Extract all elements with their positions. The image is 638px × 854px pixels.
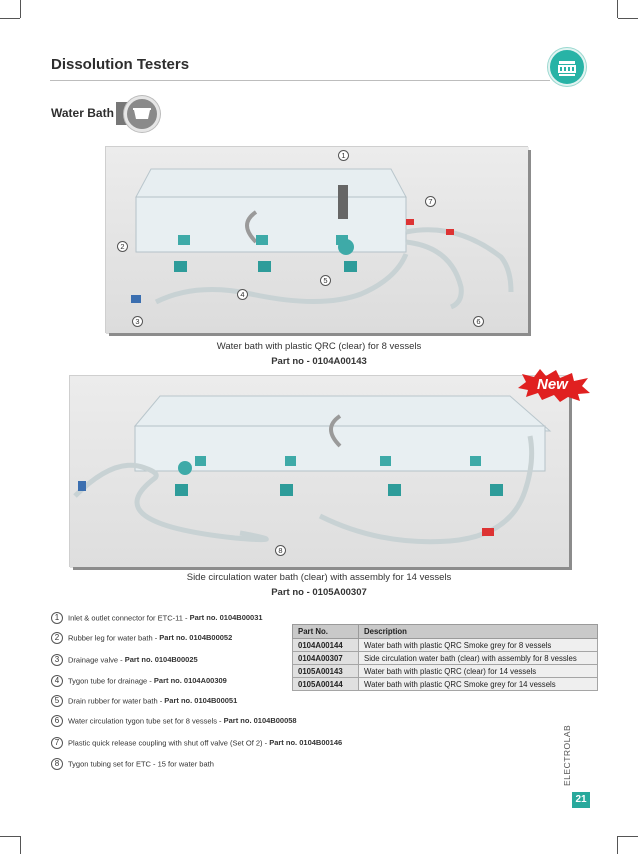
legend-number: 7: [51, 737, 63, 749]
crop-mark: [0, 836, 20, 837]
legend-number: 3: [51, 654, 63, 666]
callout-7: 7: [425, 196, 436, 207]
crop-mark: [20, 836, 21, 854]
legend-number: 5: [51, 695, 63, 707]
figure-part-number: Part no - 0105A00307: [271, 587, 367, 598]
callout-2: 2: [117, 241, 128, 252]
description-cell: Water bath with plastic QRC (clear) for 14 vessels: [359, 665, 598, 678]
crop-mark: [20, 0, 21, 18]
crop-mark: [0, 18, 20, 19]
callout-6: 6: [473, 316, 484, 327]
crop-mark: [617, 0, 618, 18]
legend-item: 7 Plastic quick release coupling with shut off valve (Set Of 2) - Part no. 0104B00146: [51, 737, 342, 749]
legend-number: 6: [51, 715, 63, 727]
description-cell: Water bath with plastic QRC Smoke grey for 8 vessels: [359, 639, 598, 652]
part-number-cell: 0104A00307: [293, 652, 359, 665]
legend-item: 6 Water circulation tygon tube set for 8 vessels - Part no. 0104B00058: [51, 715, 297, 727]
photo-shadow: [109, 333, 531, 336]
section-title: Water Bath: [51, 106, 114, 120]
water-bath-8-vessels-photo: [105, 146, 528, 333]
legend-item: 8 Tygon tubing set for ETC - 15 for water bath: [51, 758, 214, 770]
figure-caption: Water bath with plastic QRC (clear) for 8 vessels: [216, 341, 422, 352]
table-row: [293, 639, 598, 652]
figure-caption: Side circulation water bath (clear) with assembly for 14 vessels: [186, 572, 452, 583]
callout-4: 4: [237, 289, 248, 300]
page-number: 21: [572, 792, 590, 808]
column-header: Description: [359, 625, 598, 639]
legend-item: 1 Inlet & outlet connector for ETC-11 - Part no. 0104B00031: [51, 612, 263, 624]
legend-item: 3 Drainage valve - Part no. 0104B00025: [51, 654, 198, 666]
crop-mark: [618, 18, 638, 19]
figure-part-number: Part no - 0104A00143: [271, 356, 367, 367]
part-number-cell: 0105A00144: [293, 678, 359, 691]
column-header: Part No.: [293, 625, 359, 639]
title-divider: [50, 80, 550, 81]
table-header-row: [293, 625, 598, 639]
crop-mark: [618, 836, 638, 837]
photo-shadow: [528, 150, 531, 336]
table-row: [293, 678, 598, 691]
table-row: [293, 652, 598, 665]
part-number-cell: 0105A00143: [293, 665, 359, 678]
legend-item: 2 Rubber leg for water bath - Part no. 0104B00052: [51, 632, 232, 644]
side-circulation-water-bath-photo: [69, 375, 569, 567]
description-cell: Water bath with plastic QRC Smoke grey for 14 vessels: [359, 678, 598, 691]
legend-item: 5 Drain rubber for water bath - Part no. 0104B00051: [51, 695, 237, 707]
crop-mark: [617, 836, 618, 854]
callout-1: 1: [338, 150, 349, 161]
callout-8: 8: [275, 545, 286, 556]
parts-table: [292, 624, 598, 691]
photo-shadow: [569, 379, 572, 570]
legend-item: 4 Tygon tube for drainage - Part no. 0104A00309: [51, 675, 227, 687]
new-badge: [516, 368, 592, 402]
legend-number: 4: [51, 675, 63, 687]
callout-5: 5: [320, 275, 331, 286]
table-row: [293, 665, 598, 678]
callout-3: 3: [132, 316, 143, 327]
description-cell: Side circulation water bath (clear) with assembly for 8 vessles: [359, 652, 598, 665]
water-bath-icon: [124, 96, 160, 132]
new-label: New: [537, 376, 568, 393]
legend-number: 8: [51, 758, 63, 770]
legend-number: 1: [51, 612, 63, 624]
brand-logo-text: ELECTROLAB: [562, 724, 572, 786]
part-number-cell: 0104A00144: [293, 639, 359, 652]
page-title: Dissolution Testers: [51, 56, 190, 73]
dissolution-tester-icon: [548, 48, 586, 86]
legend-number: 2: [51, 632, 63, 644]
photo-shadow: [73, 567, 572, 570]
